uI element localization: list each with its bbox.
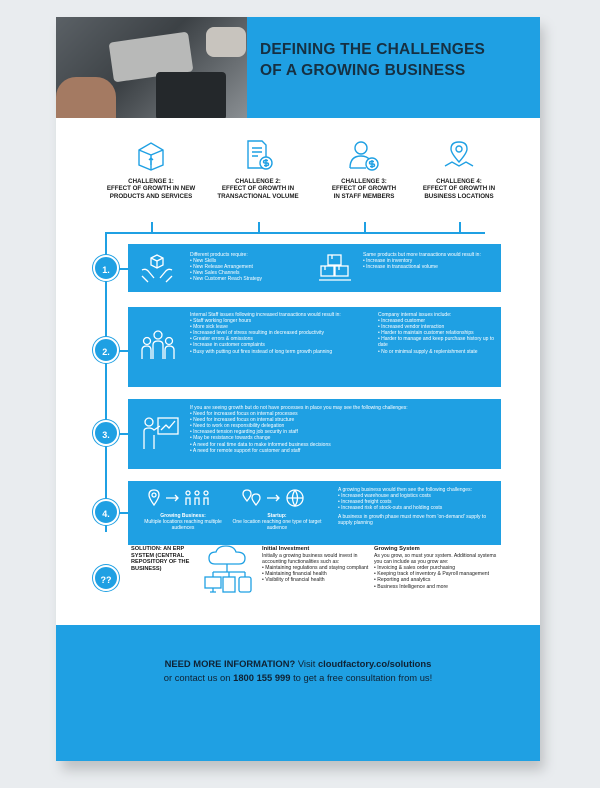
solution-label: SOLUTION: AN ERP SYSTEM (CENTRAL REPOSITORY OF THE BUSINESS) [131,546,190,572]
challenge-2 [203,138,313,200]
list-item: • A need for real time data to make informed business decisions [190,442,490,448]
map-pin-icon [442,138,476,172]
timeline-top-line [105,232,485,234]
challenge-4-line-1: EFFECT OF GROWTH IN [422,185,496,193]
list-item: • Increase in customer complaints [190,342,370,348]
list-item: • Invoicing & sales order purchasing [374,565,498,571]
challenge-3 [309,138,419,200]
row-1-left-list [190,258,310,282]
list-item: • Need to work on responsibility delegation [190,423,490,429]
invoice-dollar-icon [241,138,275,172]
timeline-drop-4 [459,222,461,232]
list-item: • A need for remote support for customer and staff [190,448,490,454]
row-3-heading: If you are seeing growth but do not have processes in place you may see the following challenges: [190,405,408,411]
challenge-2-line-2: TRANSACTIONAL VOLUME [217,192,299,200]
list-item: • Business Intelligence and more [374,584,498,590]
challenge-1-title: CHALLENGE 1: [128,178,174,185]
list-item: • Staff working longer hours [190,318,370,324]
row-4-right-heading: A growing business would then see the following challenges: [338,487,472,493]
list-item: • Harder to maintain customer relationships [378,330,496,336]
location-to-people-icon [146,487,214,509]
row-2-left-heading: Internal Staff issues following increased transactions would result in: [190,312,341,318]
growing-system-title: Growing System [374,546,420,552]
row-2-right-heading: Company internal issues include: [378,312,452,318]
list-item: • Increased warehouse and logistics costs [338,493,498,499]
contact-suffix: to get a free consultation from us! [293,672,433,683]
photo-tablet-shape [156,72,226,118]
footer-line-1 [56,658,540,669]
stacked-boxes-icon [318,252,352,284]
initial-investment-list [262,565,372,583]
challenge-4-title: CHALLENGE 4: [436,178,482,185]
visit-text: Visit [297,658,316,669]
timeline-drop-3 [364,222,366,232]
row-1-right-heading: Same products but more transactions would result in: [363,252,481,258]
list-item: • New Release Arrangement [190,264,310,270]
growing-business-desc: Multiple locations reaching multiple audiences [144,519,222,532]
challenge-3-line-1: EFFECT OF GROWTH [331,185,397,193]
challenge-4-line-2: BUSINESS LOCATIONS [424,192,494,200]
list-item: • Busy with putting out fires instead of long term growth planning [190,349,370,355]
step-connector-2 [119,350,128,352]
initial-investment-title: Initial Investment [262,546,310,552]
timeline-drop-1 [151,222,153,232]
list-item: • New Sales Channels [190,270,310,276]
box-icon [134,138,168,172]
contact-prefix: or contact us on [163,672,231,683]
infographic-sheet [56,17,540,761]
list-item: • Increased customer [378,318,496,324]
step-number-solution: ?? [93,565,119,591]
challenge-2-line-1: EFFECT OF GROWTH IN [221,185,295,193]
row-1-right-text [363,252,498,270]
list-item: • More sick leave [190,324,370,330]
row-4-right-list [338,493,498,511]
presenter-chart-icon [140,415,180,451]
cloud-network-icon [201,544,259,596]
growing-system-col [374,546,498,590]
challenge-1-line-2: PRODUCTS AND SERVICES [109,192,193,200]
hero-banner [56,17,540,118]
challenge-row-4 [128,481,501,545]
step-number-4: 4. [93,499,119,525]
challenge-3-line-2: IN STAFF MEMBERS [333,192,395,200]
step-connector-1 [119,268,128,270]
need-more-info: NEED MORE INFORMATION? [164,658,296,669]
list-item: • Maintaining financial health [262,571,372,577]
startup-text [232,513,322,531]
challenge-3-title: CHALLENGE 3: [341,178,387,185]
row-3-text [190,405,490,454]
list-item: • Greater errors & omissions [190,336,370,342]
growing-system-list [374,565,498,589]
website-link[interactable]: cloudfactory.co/solutions [317,658,432,669]
startup-title: Startup: [267,513,287,519]
pins-to-globe-icon [241,487,309,509]
initial-investment-text: Initially a growing business would invest in accounting functionalities such as: [262,553,358,566]
challenge-row-2 [128,307,501,387]
person-dollar-icon [347,138,381,172]
group-people-icon [140,329,176,363]
footer-line-2 [56,672,540,683]
list-item: • Increased vendor interaction [378,324,496,330]
list-item: • Harder to manage and keep purchase history up to date [378,336,496,348]
title-line-2: OF A GROWING BUSINESS [260,62,466,79]
challenge-row-3 [128,399,501,469]
photo-hand-shape [206,27,246,57]
title-line-1: DEFINING THE CHALLENGES [260,41,486,58]
step-number-1: 1. [93,255,119,281]
step-number-2: 2. [93,337,119,363]
step-number-3: 3. [93,420,119,446]
list-item: • Increased tension regarding job security in staff [190,429,490,435]
timeline-drop-2 [258,222,260,232]
solution-section [56,540,540,620]
list-item: • New Customer Reach Strategy [190,276,310,282]
growing-business-title: Growing Business: [160,513,206,519]
growing-system-text: As you grow, so must your system. Additional systems you can include as you grow are: [374,553,497,566]
list-item: • Increase in inventory [363,258,498,264]
footer-banner [56,625,540,761]
list-item: • No or minimal supply & replenishment state [378,349,496,355]
list-item: • Increased freight costs [338,499,498,505]
row-4-right-text [338,487,498,527]
row-1-right-list [363,258,498,270]
row-2-left-text [190,312,370,355]
row-2-right-text [378,312,496,355]
row-2-right-list [378,318,496,355]
list-item: • Reporting and analytics [374,577,498,583]
row-1-left-text [190,252,310,282]
challenge-4 [404,138,514,200]
row-4-note: A business in growth phase must move from 'on-demand' supply to supply planning [338,514,487,527]
row-1-left-heading: Different products require: [190,252,248,258]
list-item: • Visibility of financial health [262,577,372,583]
photo-person-shape [56,77,116,118]
page-title [260,39,485,81]
challenge-2-title: CHALLENGE 2: [235,178,281,185]
step-connector-3 [119,433,128,435]
growing-business-text [134,513,232,531]
challenge-1 [96,138,206,200]
list-item: • Increased risk of stock-outs and holding costs [338,505,498,511]
list-item: • Need for increased focus on internal structure [190,417,490,423]
hands-box-icon [140,252,174,284]
startup-desc: One location reaching one type of target audience [232,519,322,532]
initial-investment-col [262,546,372,584]
row-3-list [190,411,490,454]
list-item: • Need for increased focus on internal processes [190,411,490,417]
list-item: • May be resistance towards change [190,435,490,441]
list-item: • Increase in transactional volume [363,264,498,270]
challenge-headers [56,138,540,228]
challenge-1-line-1: EFFECT OF GROWTH IN NEW [106,185,196,193]
challenge-row-1 [128,244,501,292]
row-2-left-list [190,318,370,355]
list-item: • Maintaining regulations and staying compliant [262,565,372,571]
list-item: • Keeping track of inventory & Payroll management [374,571,498,577]
step-connector-4 [119,512,128,514]
list-item: • New Skills [190,258,310,264]
list-item: • Increased level of stress resulting in decreased productivity [190,330,370,336]
phone-number[interactable]: 1800 155 999 [233,672,291,683]
hero-photo [56,17,247,118]
